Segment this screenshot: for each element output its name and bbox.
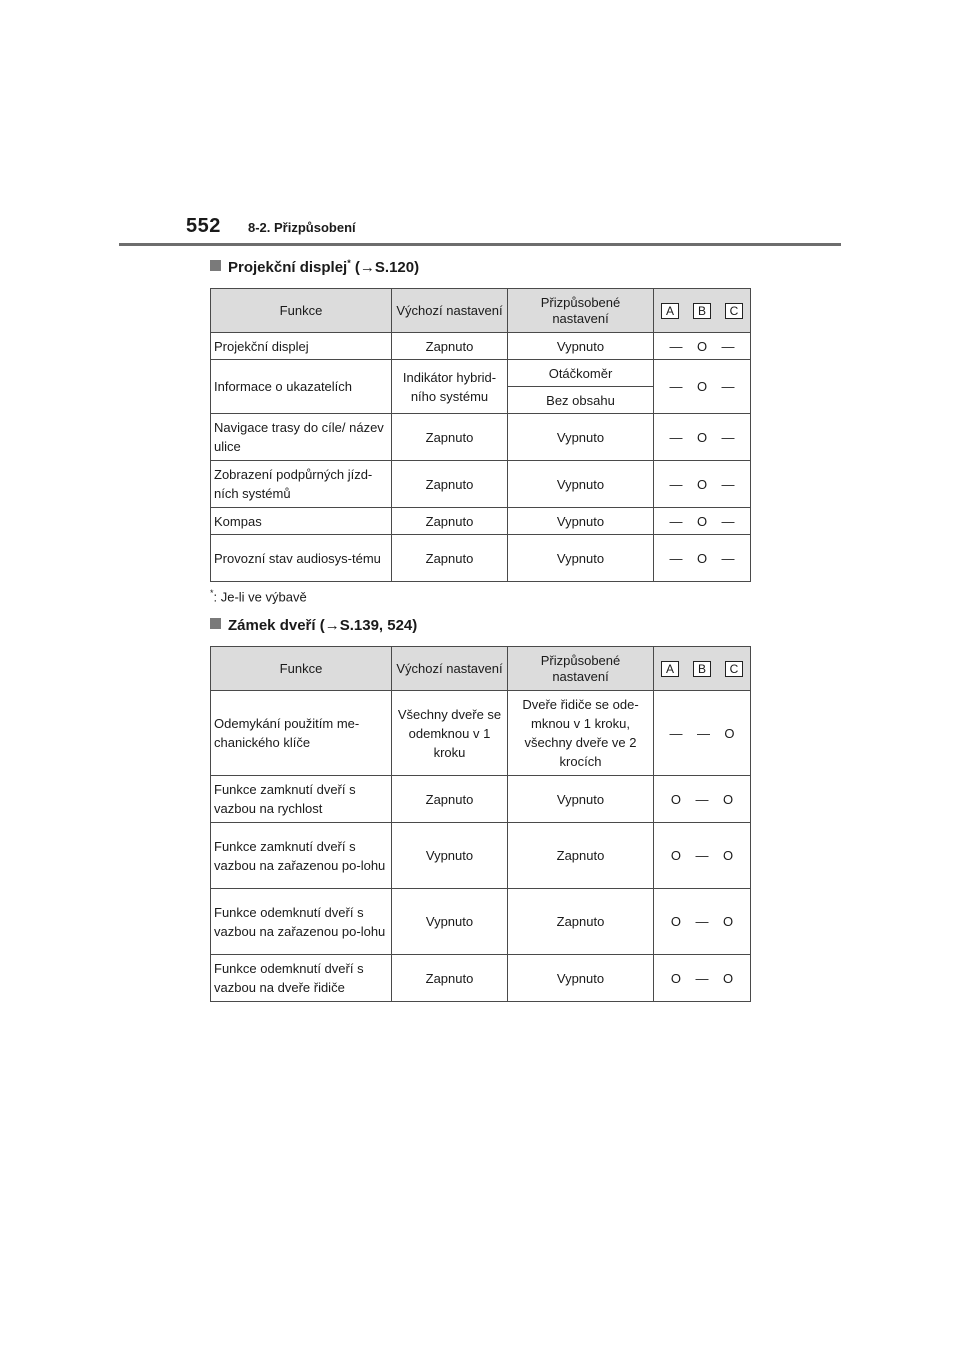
badge-b: B [693, 661, 711, 677]
cell-a: O [670, 848, 682, 863]
cell-c: O [724, 725, 735, 741]
cell-abc [654, 776, 751, 823]
badge-b: B [693, 303, 711, 319]
cell-prizpusobene: Vypnuto [508, 461, 654, 508]
table-row [211, 461, 751, 508]
col-prizpusobene: Přizpůsobené nastavení [508, 647, 654, 691]
cell-funkce: Zobrazení podpůrných jízd-ních systémů [211, 461, 392, 508]
cell-vychozi: Zapnuto [392, 508, 508, 535]
cell-b: — [696, 725, 710, 741]
square-bullet-icon [210, 260, 221, 271]
cell-prizpusobene: Vypnuto [508, 414, 654, 461]
table-row [211, 823, 751, 889]
cell-a: — [669, 379, 683, 394]
cell-funkce: Projekční displej [211, 333, 392, 360]
table-row [211, 776, 751, 823]
cell-b: — [695, 848, 709, 863]
cell-prizpusobene: Vypnuto [508, 535, 654, 582]
cell-vychozi: Všechny dveře se odemknou v 1 kroku [392, 691, 508, 776]
cell-vychozi: Vypnuto [392, 823, 508, 889]
cell-abc [654, 508, 751, 535]
cell-b: O [696, 338, 708, 354]
col-abc [654, 647, 751, 691]
cell-c: O [722, 791, 734, 807]
cell-c: — [721, 379, 735, 394]
cell-c: — [721, 338, 735, 354]
table-row [211, 889, 751, 955]
cell-vychozi: Zapnuto [392, 776, 508, 823]
cell-vychozi: Indikátor hybrid-ního systému [392, 360, 508, 414]
cell-vychozi: Vypnuto [392, 889, 508, 955]
cell-b: — [695, 791, 709, 807]
cell-prizpusobene: Vypnuto [508, 776, 654, 823]
header-rule [119, 243, 841, 246]
col-abc [654, 289, 751, 333]
footnote-marker: * [347, 258, 351, 268]
cell-vychozi: Zapnuto [392, 333, 508, 360]
cell-funkce: Kompas [211, 508, 392, 535]
cell-a: O [670, 970, 682, 986]
table-row [211, 360, 751, 414]
cell-prizpusobene-1: Otáčkoměr [548, 365, 613, 381]
cell-abc [654, 691, 751, 776]
cell-prizpusobene: Vypnuto [508, 955, 654, 1002]
section-title-door-lock [210, 617, 417, 634]
cell-funkce: Funkce odemknutí dveří s vazbou na dveře řidiče [211, 955, 392, 1002]
cell-abc [654, 535, 751, 582]
head-up-display-table [210, 288, 751, 582]
cell-abc [654, 823, 751, 889]
cell-b: O [696, 476, 708, 492]
cell-vychozi: Zapnuto [392, 414, 508, 461]
cell-prizpusobene: Zapnuto [508, 823, 654, 889]
section-title-head-up-display [210, 258, 419, 276]
cell-b: O [696, 550, 708, 566]
cell-abc [654, 955, 751, 1002]
cell-a: — [669, 513, 683, 529]
cell-funkce: Funkce zamknutí dveří s vazbou na zařazenou po-lohu [211, 823, 392, 889]
cell-funkce: Navigace trasy do cíle/ název ulice [211, 414, 392, 461]
cell-a: — [669, 338, 683, 354]
cell-prizpusobene: Vypnuto [508, 508, 654, 535]
cell-a: O [670, 914, 682, 929]
badge-c: C [725, 661, 743, 677]
cell-funkce: Funkce zamknutí dveří s vazbou na rychlost [211, 776, 392, 823]
cell-prizpusobene: Vypnuto [508, 333, 654, 360]
cell-prizpusobene: Dveře řidiče se ode-mknou v 1 kroku, všechny dveře ve 2 krocích [508, 691, 654, 776]
cell-vychozi: Zapnuto [392, 461, 508, 508]
cell-abc [654, 414, 751, 461]
col-funkce: Funkce [211, 289, 392, 333]
cell-c: — [721, 513, 735, 529]
cell-a: — [669, 550, 683, 566]
cell-a: — [669, 476, 683, 492]
cell-vychozi: Zapnuto [392, 535, 508, 582]
table-row [211, 508, 751, 535]
cell-c: O [722, 848, 734, 863]
table-row [211, 414, 751, 461]
section-title-text: Projekční displej [228, 259, 348, 276]
page-number: 552 [186, 215, 221, 237]
page-reference: (→S.120) [354, 259, 420, 276]
cell-c: — [721, 550, 735, 566]
cell-b: — [695, 914, 709, 929]
cell-prizpusobene-2: Bez obsahu [508, 386, 653, 413]
footnote-marker: * [210, 588, 214, 598]
badge-a: A [661, 303, 679, 319]
cell-b: O [696, 429, 708, 445]
cell-funkce: Odemykání použitím me-chanického klíče [211, 691, 392, 776]
cell-b: O [696, 513, 708, 529]
cell-b: O [696, 379, 708, 394]
cell-abc [654, 889, 751, 955]
section-title-text: Zámek dveří [228, 617, 316, 634]
cell-abc [654, 360, 751, 414]
cell-prizpusobene: Zapnuto [508, 889, 654, 955]
cell-funkce: Funkce odemknutí dveří s vazbou na zařazenou po-lohu [211, 889, 392, 955]
cell-funkce: Informace o ukazatelích [211, 360, 392, 414]
badge-a: A [661, 661, 679, 677]
cell-c: — [721, 429, 735, 445]
footnote [210, 588, 307, 604]
cell-a: O [670, 791, 682, 807]
col-prizpusobene: Přizpůsobené nastavení [508, 289, 654, 333]
table-row [211, 955, 751, 1002]
cell-c: O [722, 970, 734, 986]
footnote-text: : Je-li ve výbavě [213, 589, 307, 605]
table-row [211, 691, 751, 776]
cell-abc [654, 461, 751, 508]
square-bullet-icon [210, 618, 221, 629]
col-funkce: Funkce [211, 647, 392, 691]
cell-vychozi: Zapnuto [392, 955, 508, 1002]
door-lock-table [210, 646, 751, 1002]
cell-b: — [695, 970, 709, 986]
col-vychozi: Výchozí nastavení [392, 647, 508, 691]
table-row [211, 535, 751, 582]
col-vychozi: Výchozí nastavení [392, 289, 508, 333]
cell-prizpusobene-split [508, 360, 654, 414]
page-reference: (→S.139, 524) [319, 617, 418, 634]
chapter-title: 8-2. Přizpůsobení [248, 220, 356, 235]
badge-c: C [725, 303, 743, 319]
cell-c: — [721, 476, 735, 492]
cell-a: — [669, 725, 683, 741]
cell-funkce: Provozní stav audiosys-tému [211, 535, 392, 582]
table-row [211, 333, 751, 360]
cell-c: O [722, 914, 734, 929]
cell-a: — [669, 429, 683, 445]
cell-abc [654, 333, 751, 360]
